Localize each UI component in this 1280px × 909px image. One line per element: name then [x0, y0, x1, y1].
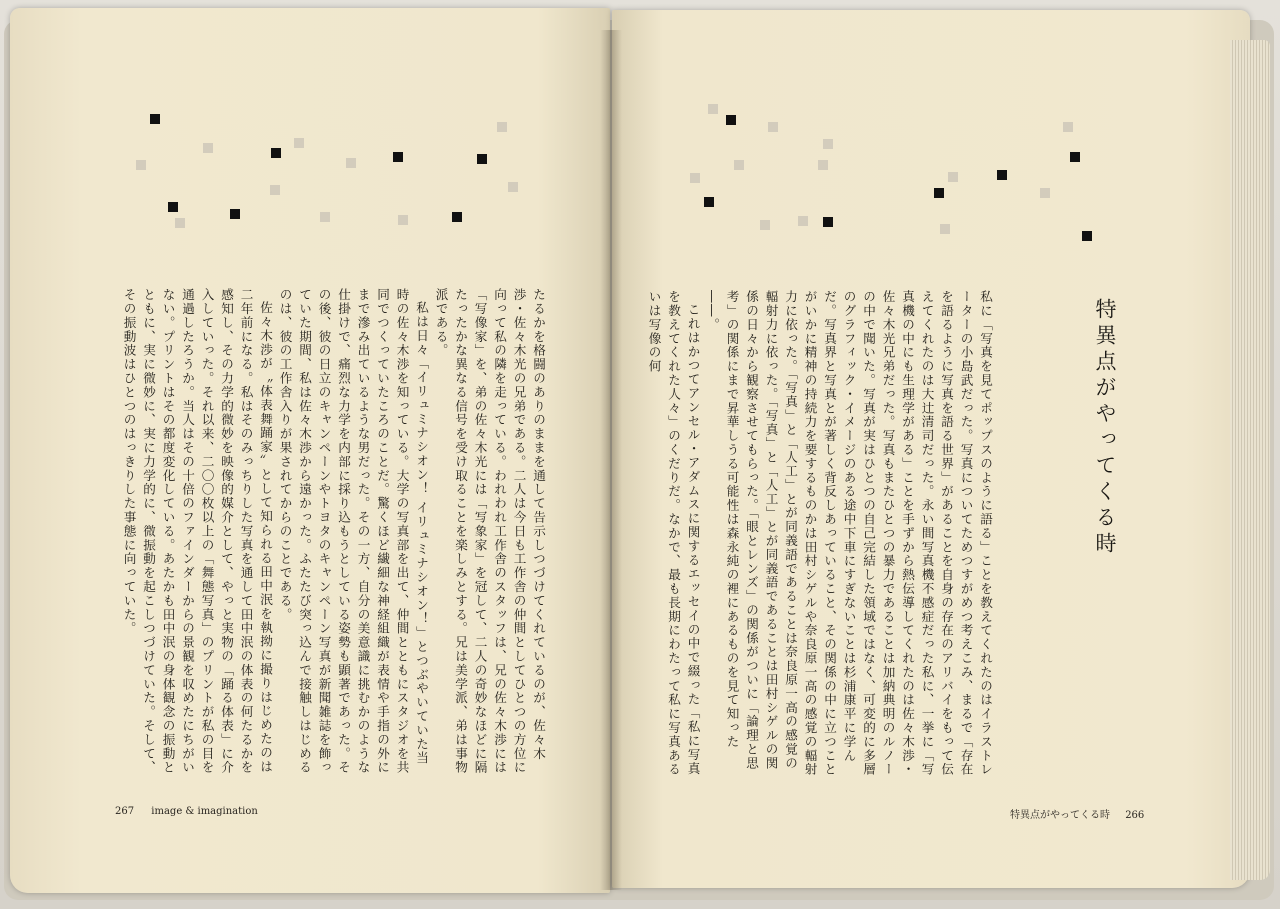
pattern-square [768, 122, 778, 132]
pattern-square [1070, 152, 1080, 162]
running-head: image & imagination [151, 806, 258, 817]
pattern-square [823, 139, 833, 149]
pattern-square [270, 185, 280, 195]
pattern-square [136, 160, 146, 170]
page-number: 266 [1125, 810, 1145, 821]
pattern-square [997, 170, 1007, 180]
left-footer [115, 806, 258, 817]
pattern-square [1063, 122, 1073, 132]
right-body-text [646, 290, 995, 780]
left-body-text [118, 288, 548, 778]
running-head: 特異点がやってくる時 [1010, 810, 1110, 821]
pattern-square [708, 104, 718, 114]
pattern-square [497, 122, 507, 132]
paragraph: 佐々木渉が〝体表舞踊家〟として知られる田中泯を執拗に撮りはじめたのは二年前になる。私はそのみっちりした写真を通して田中泯の体表の何たるかを感知し、その力学的微妙を映像的媒介として、やっと実物の「踊る体表」に介入していった。それ以来、二〇〇枚以上の「舞態写真」のプリントが私の目を通過したろうか。当人はその十倍のファインダーからの景観を収めたにちがいない。プリントはその都度変化している。あたかも田中泯の身体観念の振動とともに、実に微妙に、実に力学的に、微振動を起こしつづけていた。そして、その振動波はひとつのはっきりした事態に向っていた。 [121, 288, 273, 775]
pattern-square [320, 212, 330, 222]
pattern-square [346, 158, 356, 168]
pattern-square [798, 216, 808, 226]
paragraph: 私は日々「イリュミナシオン！ イリュミナシオン！」とつぶやいていた当時の佐々木渉を知っている。大学の写真部を出て、仲間とともにスタジオを共同でつくっていたころのことだ。驚くほど繊細な神経組織が表情や手指の外にまで滲み出ているような男だった。その一方、自分の美意識に挑むかのような仕掛けで、痛烈な力学を内部に採り込もうとしている姿勢も顕著であった。その後、彼の日立のキャンペーンやトヨタのキャンペーン写真が新聞雑誌を飾っていた期間、私は佐々木渉から遠かった。ふたたび突っ込んで接触しはじめるのは、彼の工作舎入りが果されてからのことである。 [277, 288, 429, 775]
pattern-square [734, 160, 744, 170]
paragraph: たるかを格闘のありのままを通して告示しつづけてくれているのが、佐々木渉・佐々木光の兄弟である。二人は今日も工作舎の仲間としてひとつの方位に向って私の隣を走っている。われわれ工作舎のスタッフは、兄の佐々木渉には「写像家」を、弟の佐々木光には「写象家」を冠して、二人の奇妙なほどに隔たったかな異なる信号を受け取ることを楽しみとする。兄は美学派、弟は事物派である。 [433, 288, 546, 775]
pattern-square [1082, 231, 1092, 241]
pattern-square [818, 160, 828, 170]
book-spine [600, 30, 622, 890]
pattern-square [150, 114, 160, 124]
page-edges [1230, 40, 1270, 880]
pattern-square [760, 220, 770, 230]
page-number: 267 [115, 806, 135, 817]
pattern-square [398, 215, 408, 225]
pattern-square [690, 173, 700, 183]
pattern-square [452, 212, 462, 222]
pattern-square [393, 152, 403, 162]
pattern-square [948, 172, 958, 182]
pattern-square [704, 197, 714, 207]
chapter-title: 特異点がやってくる時 [1093, 298, 1117, 558]
right-footer [1010, 806, 1144, 821]
pattern-square [168, 202, 178, 212]
pattern-square [940, 224, 950, 234]
pattern-square [175, 218, 185, 228]
pattern-square [823, 217, 833, 227]
pattern-square [934, 188, 944, 198]
pattern-square [508, 182, 518, 192]
paragraph: これはかつてアンセル・アダムスに関するエッセイの中で綴った「私に写真を教えてくれた人々」のくだりだ。なかで、最も長期にわたって私に写真あるいは写像の何 [646, 290, 701, 777]
pattern-square [271, 148, 281, 158]
pattern-square [203, 143, 213, 153]
pattern-square [294, 138, 304, 148]
pattern-square [1040, 188, 1050, 198]
pattern-square [477, 154, 487, 164]
paragraph: 私に「写真を見てポップスのように語る」ことを教えてくれたのはイラストレーターの小島武だった。写真についてためつすがめつ考えこみ、まるで「存在を語るように写真を語る世界」があることを自身の存在のアリバイをもって伝えてくれたのは大辻清司だった。永い間写真機不感症だった私に、一挙に「写真機の中にも生理学がある」ことを手ずから熱伝導してくれたのは佐々木渉・佐々木光兄弟だった。写真もまたひとつの暴力であることは加納典明のルノーの中で聞いた。写真が実はひとつの自己完結した領域ではなく、可変的に多層のグラフィック・イメージのある途中下車にすぎないことは杉浦康平に学んだ。写真界と写真とが著しく背反しあっていること、その関係の中に立つことがいかに精神の持続力を要するものかは田村シゲルや奈良原一高の感覚の輻射力に依った。「写真」と「人工」とが同義語であることは奈良原一高の感覚の輻射力に依った。「写真」と「人工」とが同義語であることは田村シゲルの関係の日々から観察させてもらった。「眼とレンズ」の関係がついに「論理と思考」の関係にまで昇華しうる可能性は森永純の裡にあるものを見て知った――。 [705, 290, 993, 777]
pattern-square [230, 209, 240, 219]
pattern-square [726, 115, 736, 125]
